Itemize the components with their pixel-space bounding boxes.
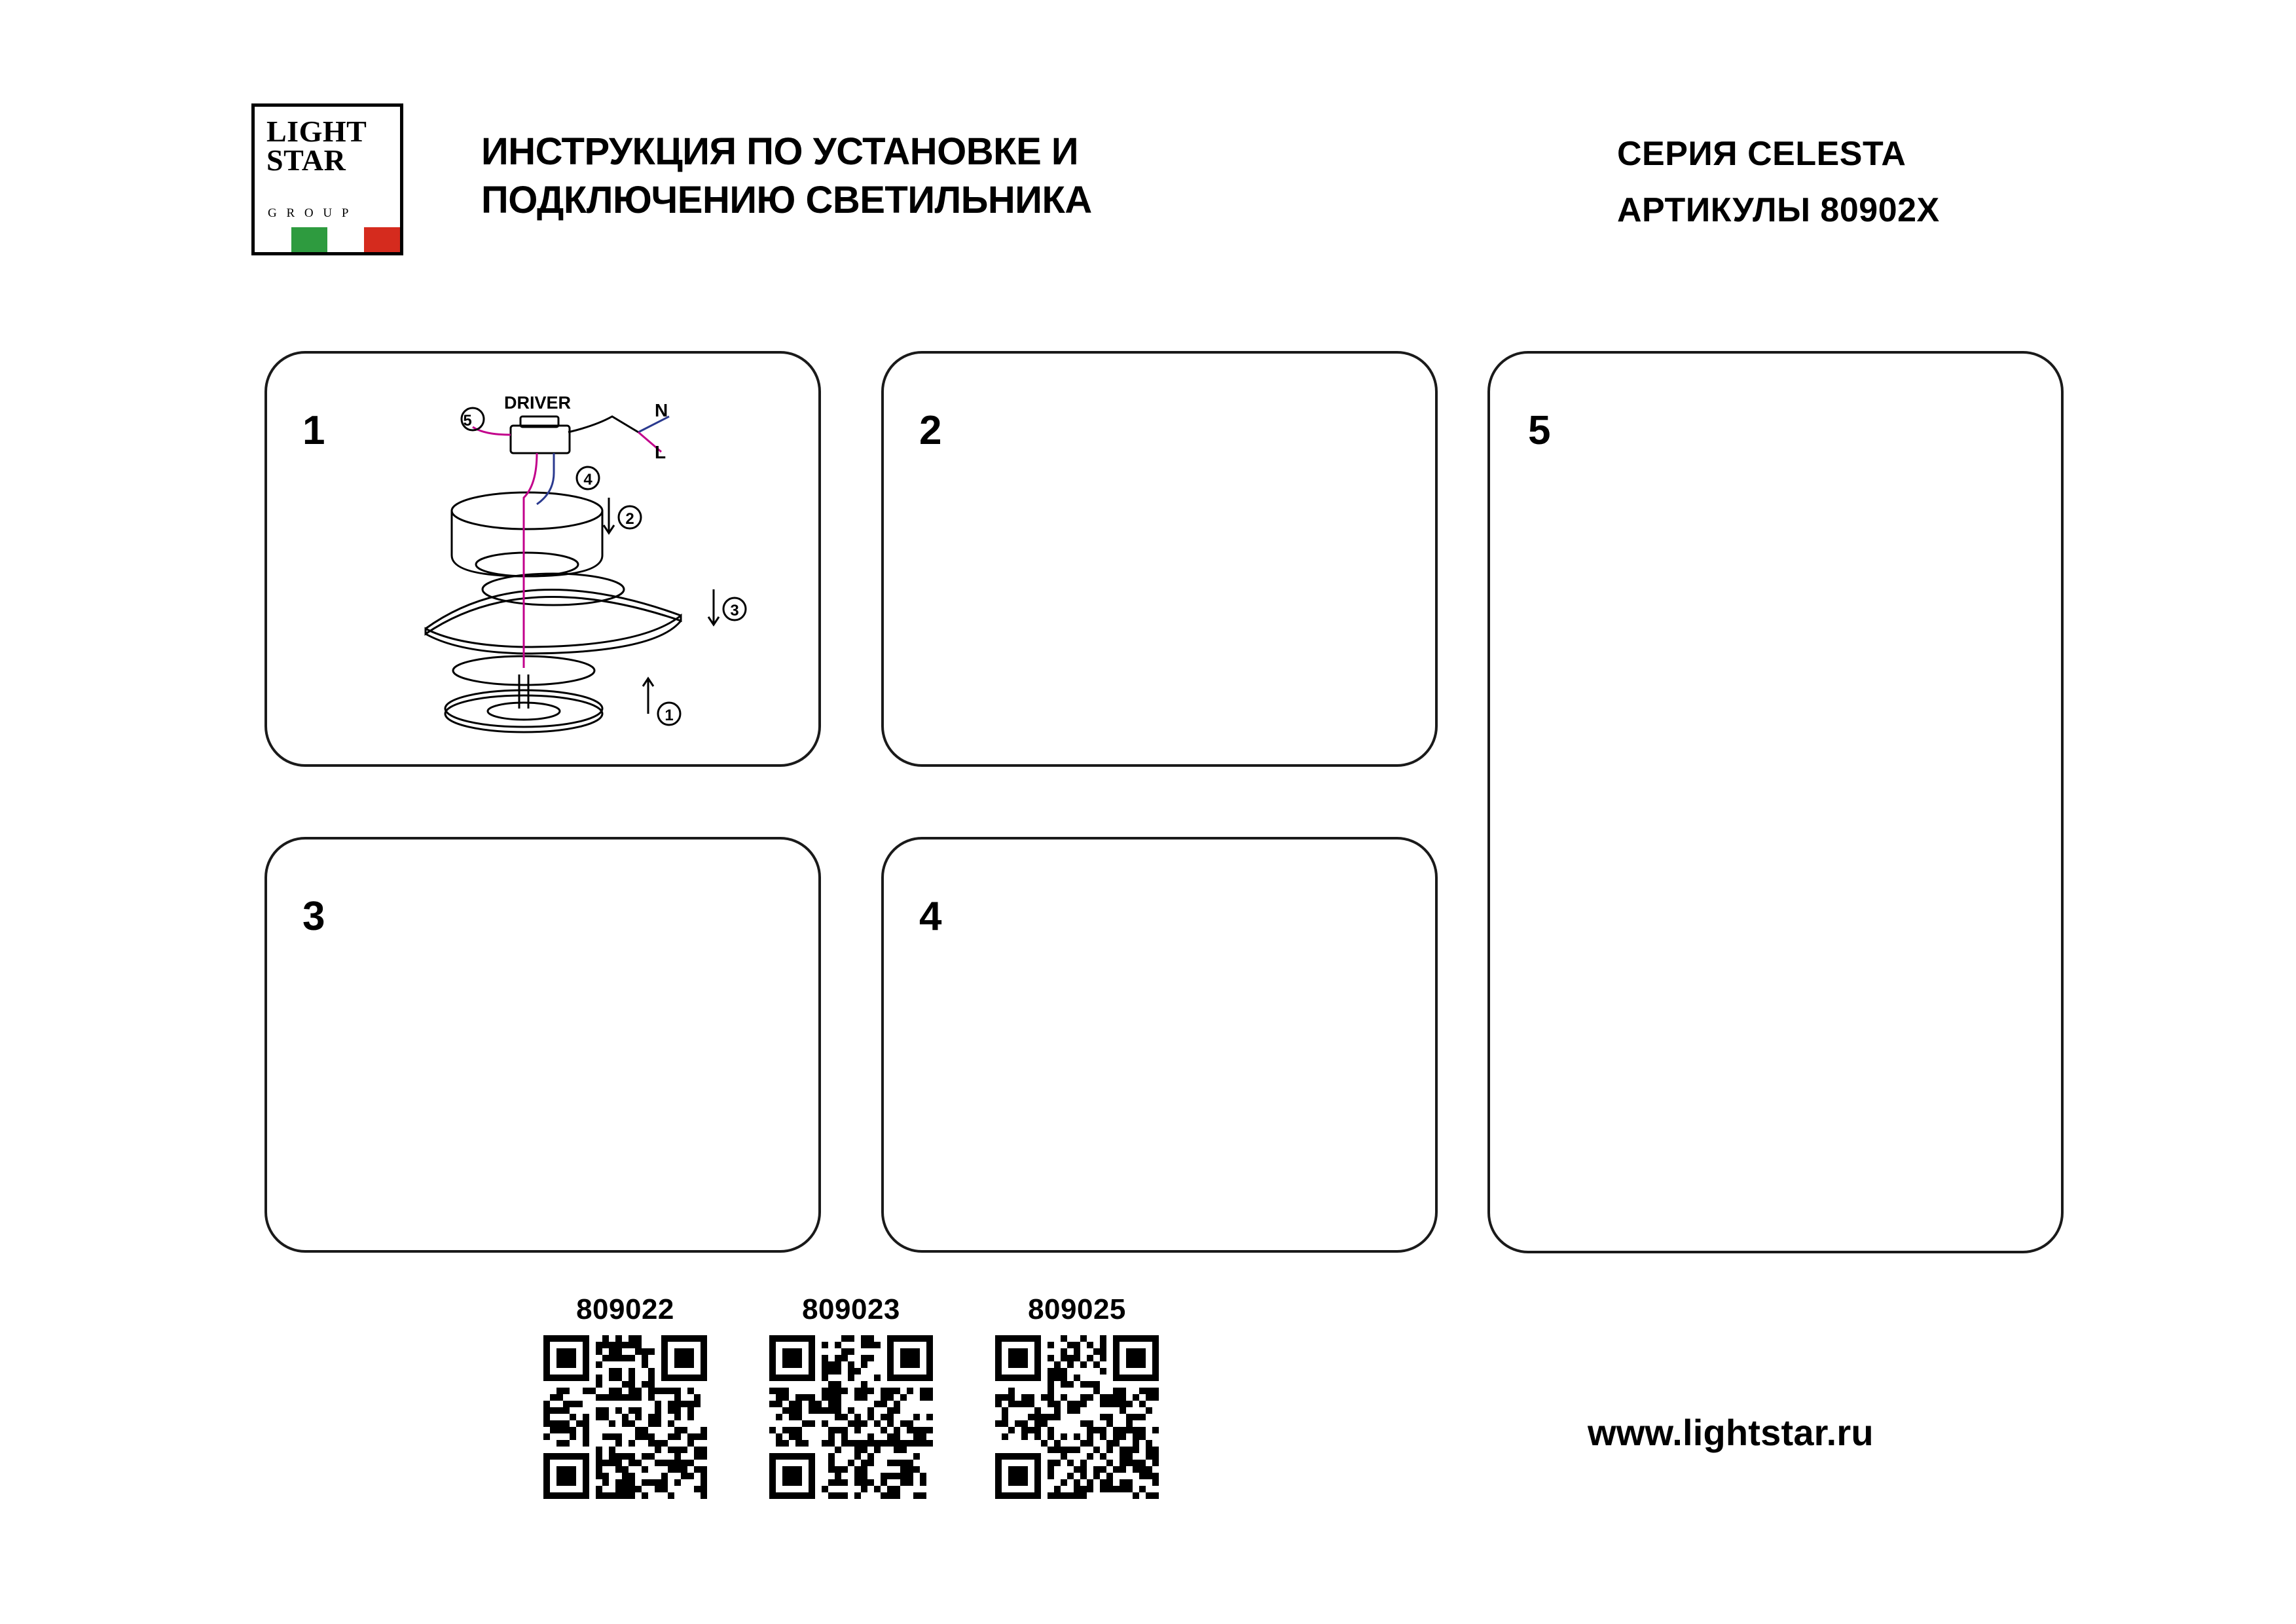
qr-code-809025 [995,1335,1159,1499]
driver-label: DRIVER [504,393,572,413]
step-panel-1 [264,351,821,767]
series-name: СЕРИЯ CELESTA [1617,135,1906,173]
callout-5: 5 [463,412,472,430]
product-code-label: 809025 [1028,1293,1126,1325]
wire-l-label: L [655,442,666,462]
lightstar-logo [251,103,403,255]
article-numbers: АРТИКУЛЫ 80902X [1617,191,1940,229]
step-panel-2 [881,351,1438,767]
wire-n-label: N [655,400,668,420]
step-number-3: 3 [302,894,325,939]
step-number-2: 2 [919,408,942,453]
logo-flag [255,227,400,252]
product-code-label: 809023 [802,1293,900,1325]
website-url: www.lightstar.ru [1588,1412,1874,1453]
step-panel-5 [1487,351,2064,1253]
logo-group-text: G R O U P [268,206,352,220]
step-panel-4 [881,837,1438,1253]
logo-line-2: STAR [266,143,346,177]
callout-3: 3 [730,602,739,619]
product-code-label: 809022 [576,1293,674,1325]
callout-2: 2 [625,510,634,528]
step-panel-3 [264,837,821,1253]
logo-wordmark [266,117,367,175]
qr-code-809022 [543,1335,707,1499]
product-code-block-809025 [995,1293,1159,1499]
logo-line-1: LIGHT [266,115,367,148]
product-code-block-809023 [769,1293,933,1499]
page-title: ИНСТРУКЦИЯ ПО УСТАНОВКЕ И ПОДКЛЮЧЕНИЮ СВЕТИЛЬНИКА [481,130,1092,221]
qr-code-809023 [769,1335,933,1499]
callout-4: 4 [583,471,592,489]
callout-1: 1 [665,707,674,724]
product-code-block-809022 [543,1293,707,1499]
step-number-1: 1 [302,408,325,453]
step-number-4: 4 [919,894,942,939]
step-number-5: 5 [1528,408,1551,453]
series-info [1617,126,1940,238]
